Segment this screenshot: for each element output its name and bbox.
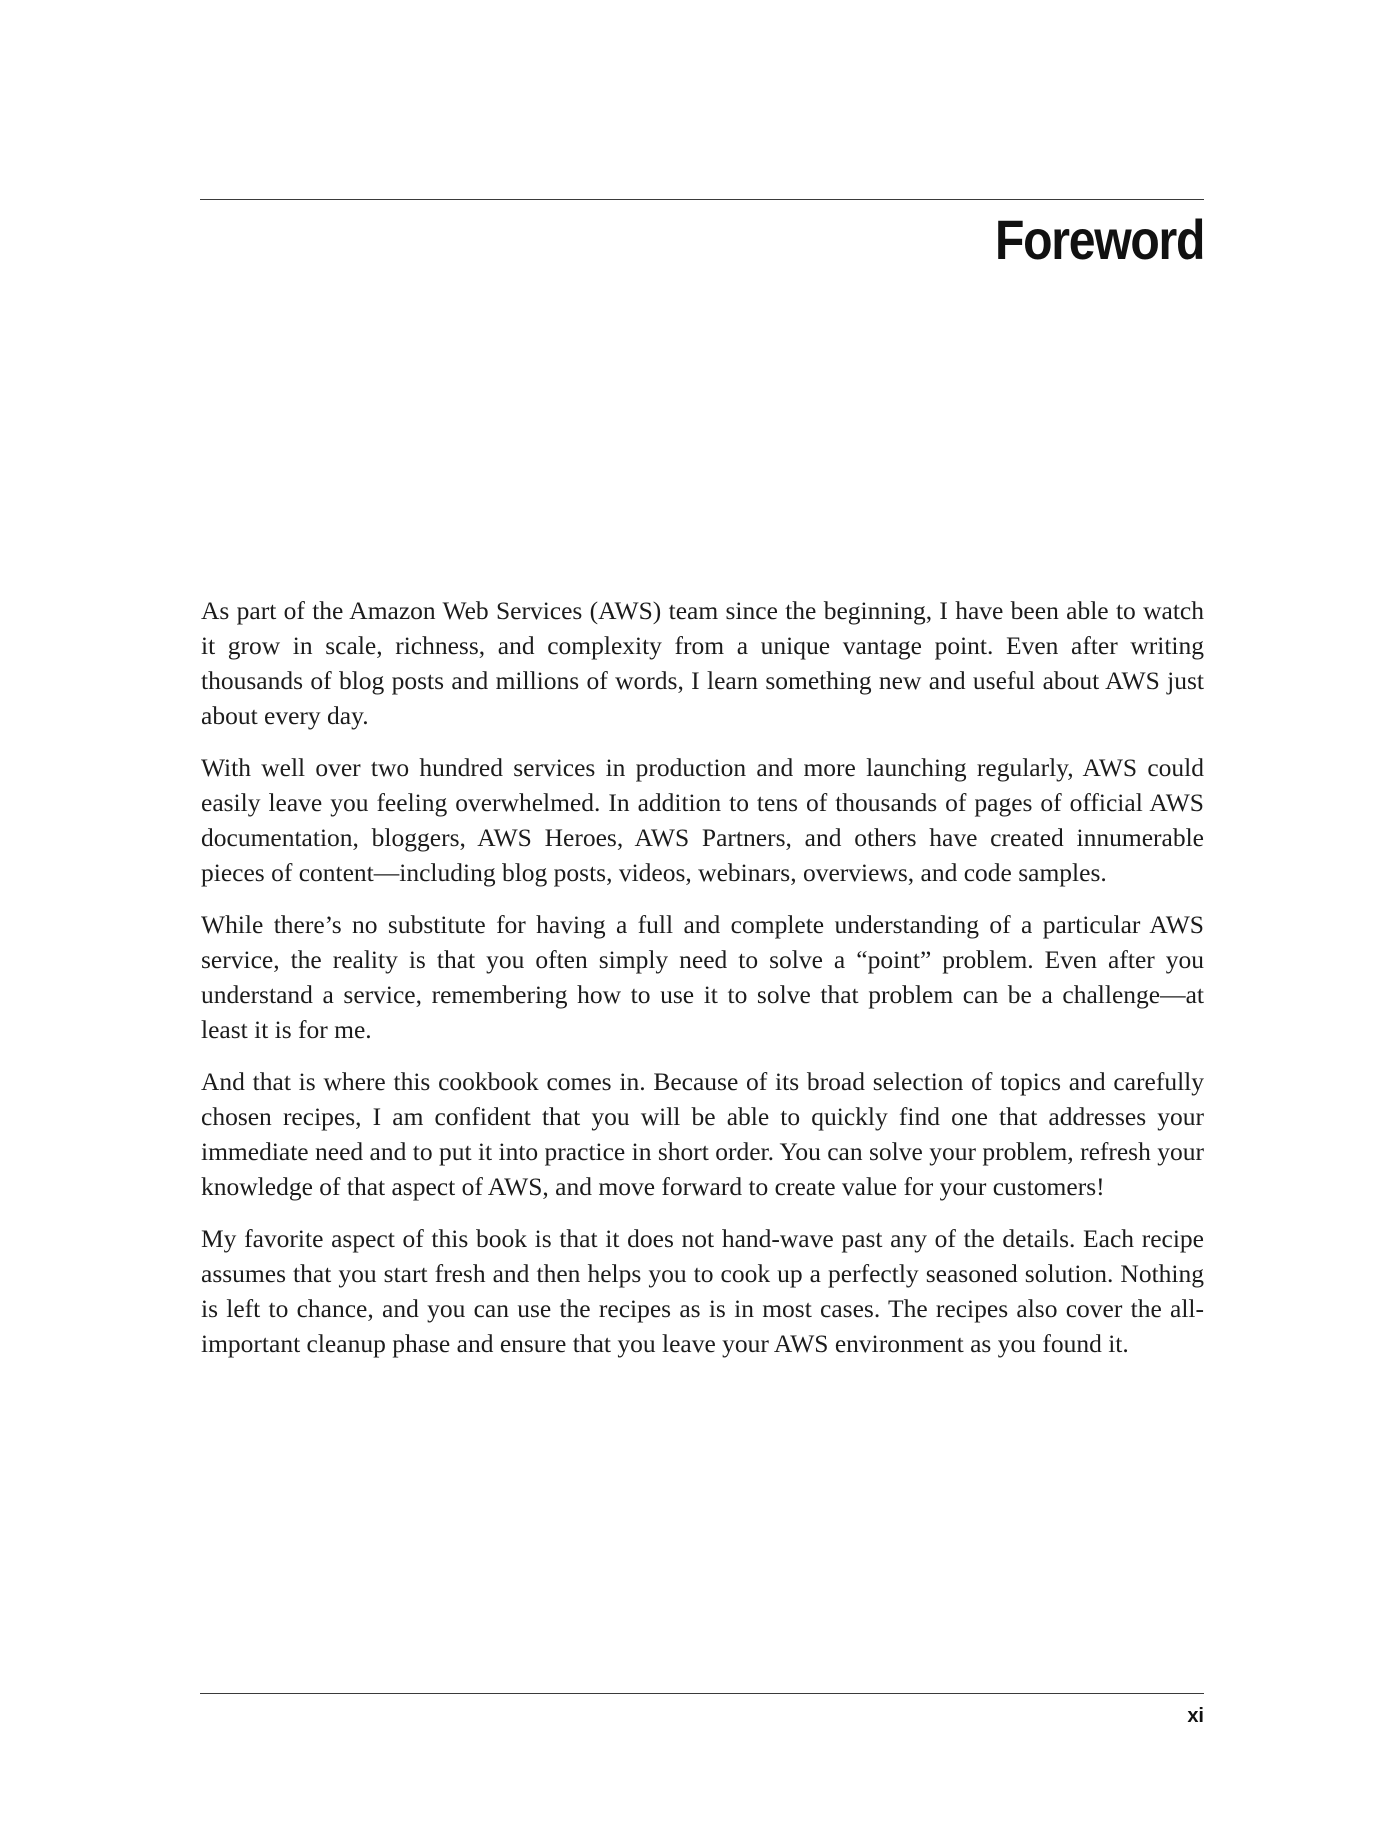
paragraph-1: As part of the Amazon Web Services (AWS) team since the beginning, I have been able to watch it grow in scale, richness, and complexity from a unique vantage point. Even after writing thousands of blog posts and millions of words, I learn something new and useful about AWS just about every day. [201,596,1204,730]
paragraph-5: My favorite aspect of this book is that it does not hand-wave past any of the details. Each recipe assumes that you start fresh and then helps you to cook up a perfectly seasoned solution. Nothing is left to chance, and you can use the recipes as is in most cases. The recipes also cover the all-important cleanup phase and ensure that you leave your AWS environment as you found it. [201,1224,1204,1358]
page-number: xi [1187,1705,1204,1727]
paragraph-2: With well over two hundred services in production and more launching regularly, AWS could easily leave you feeling overwhelmed. In addition to tens of thousands of pages of official AWS documentation, bloggers, AWS Heroes, AWS Partners, and others have created innumerable pieces of content—including blog posts, videos, webinars, overviews, and code samples. [201,753,1204,887]
paragraph-4: And that is where this cookbook comes in. Because of its broad selection of topics and carefully chosen recipes, I am confident that you will be able to quickly find one that addresses your immediate need and to put it into practice in short order. You can solve your problem, refresh your knowledge of that aspect of AWS, and move forward to create value for your customers! [201,1067,1204,1201]
header-rule [200,199,1204,200]
paragraph-3: While there’s no substitute for having a full and complete understanding of a particular AWS service, the reality is that you often simply need to solve a “point” problem. Even after you understand a service, remembering how to use it to solve that problem can be a challenge—at least it is for me. [201,910,1204,1044]
footer-rule [200,1693,1204,1694]
foreword-body [201,593,1204,1378]
chapter-title: Foreword [994,208,1204,271]
